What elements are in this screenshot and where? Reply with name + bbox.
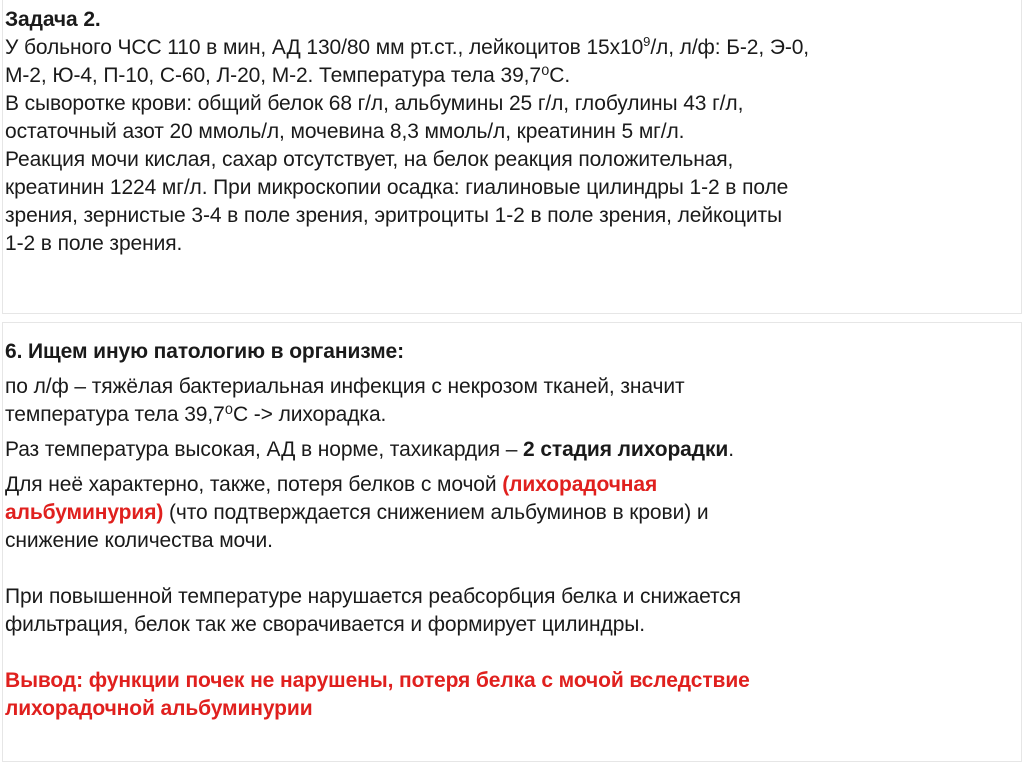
- task-line-5: Реакция мочи кислая, сахар отсутствует, на белок реакция положительная,: [5, 148, 734, 171]
- task-line-1-text: У больного ЧСС 110 в мин, АД 130/80 мм рт.ст., лейкоцитов 15х10: [5, 36, 644, 59]
- analysis-p1-line-2: температура тела 39,7⁰С -> лихорадка.: [5, 403, 387, 426]
- analysis-p3-line-2: [5, 499, 1015, 527]
- task-line-8: 1-2 в поле зрения.: [5, 232, 183, 255]
- task-line-2: М-2, Ю-4, П-10, С-60, Л-20, М-2. Температура тела 39,7⁰С.: [5, 64, 571, 87]
- albuminuria-term-2: альбуминурия): [5, 501, 164, 524]
- task-line-7: зрения, зернистые 3-4 в поле зрения, эритроциты 1-2 в поле зрения, лейкоциты: [5, 204, 782, 227]
- analysis-p3-line-3: снижение количества мочи.: [5, 529, 273, 552]
- task-block: [5, 6, 1015, 258]
- analysis-p3-line-2-text: (что подтверждается снижением альбуминов в крови) и: [163, 501, 709, 524]
- task-line-4: остаточный азот 20 ммоль/л, мочевина 8,3 ммоль/л, креатинин 5 мг/л.: [5, 120, 685, 143]
- analysis-p2: [5, 436, 1015, 464]
- albuminuria-term-1: (лихорадочная: [502, 473, 658, 496]
- analysis-p4-line-1: При повышенной температуре нарушается реабсорбция белка и снижается: [5, 585, 741, 608]
- task-title: Задача 2.: [5, 8, 101, 31]
- analysis-p2-text: Раз температура высокая, АД в норме, тахикардия –: [5, 438, 524, 461]
- analysis-block: [5, 338, 1015, 723]
- conclusion-line-2: лихорадочной альбуминурии: [5, 697, 313, 720]
- analysis-p2-tail: .: [728, 438, 734, 461]
- task-line-1-sup: 9: [643, 34, 651, 49]
- analysis-p3-text: Для неё характерно, также, потеря белков с мочой: [5, 473, 503, 496]
- analysis-p3-line-1: [5, 471, 1015, 499]
- task-line-1-tail: /л, л/ф: Б-2, Э-0,: [650, 36, 810, 59]
- analysis-p4-line-2: фильтрация, белок так же сворачивается и формирует цилиндры.: [5, 613, 645, 636]
- conclusion-line-1: Вывод: функции почек не нарушены, потеря белка с мочой вследствие: [5, 669, 750, 692]
- fever-stage-emphasis: 2 стадия лихорадки: [523, 438, 729, 461]
- analysis-p1-line-1: по л/ф – тяжёлая бактериальная инфекция с некрозом тканей, значит: [5, 375, 685, 398]
- task-line-3: В сыворотке крови: общий белок 68 г/л, альбумины 25 г/л, глобулины 43 г/л,: [5, 92, 744, 115]
- task-line-6: креатинин 1224 мг/л. При микроскопии осадка: гиалиновые цилиндры 1-2 в поле: [5, 176, 789, 199]
- analysis-heading: 6. Ищем иную патологию в организме:: [5, 340, 405, 363]
- task-line-1: [5, 34, 1015, 62]
